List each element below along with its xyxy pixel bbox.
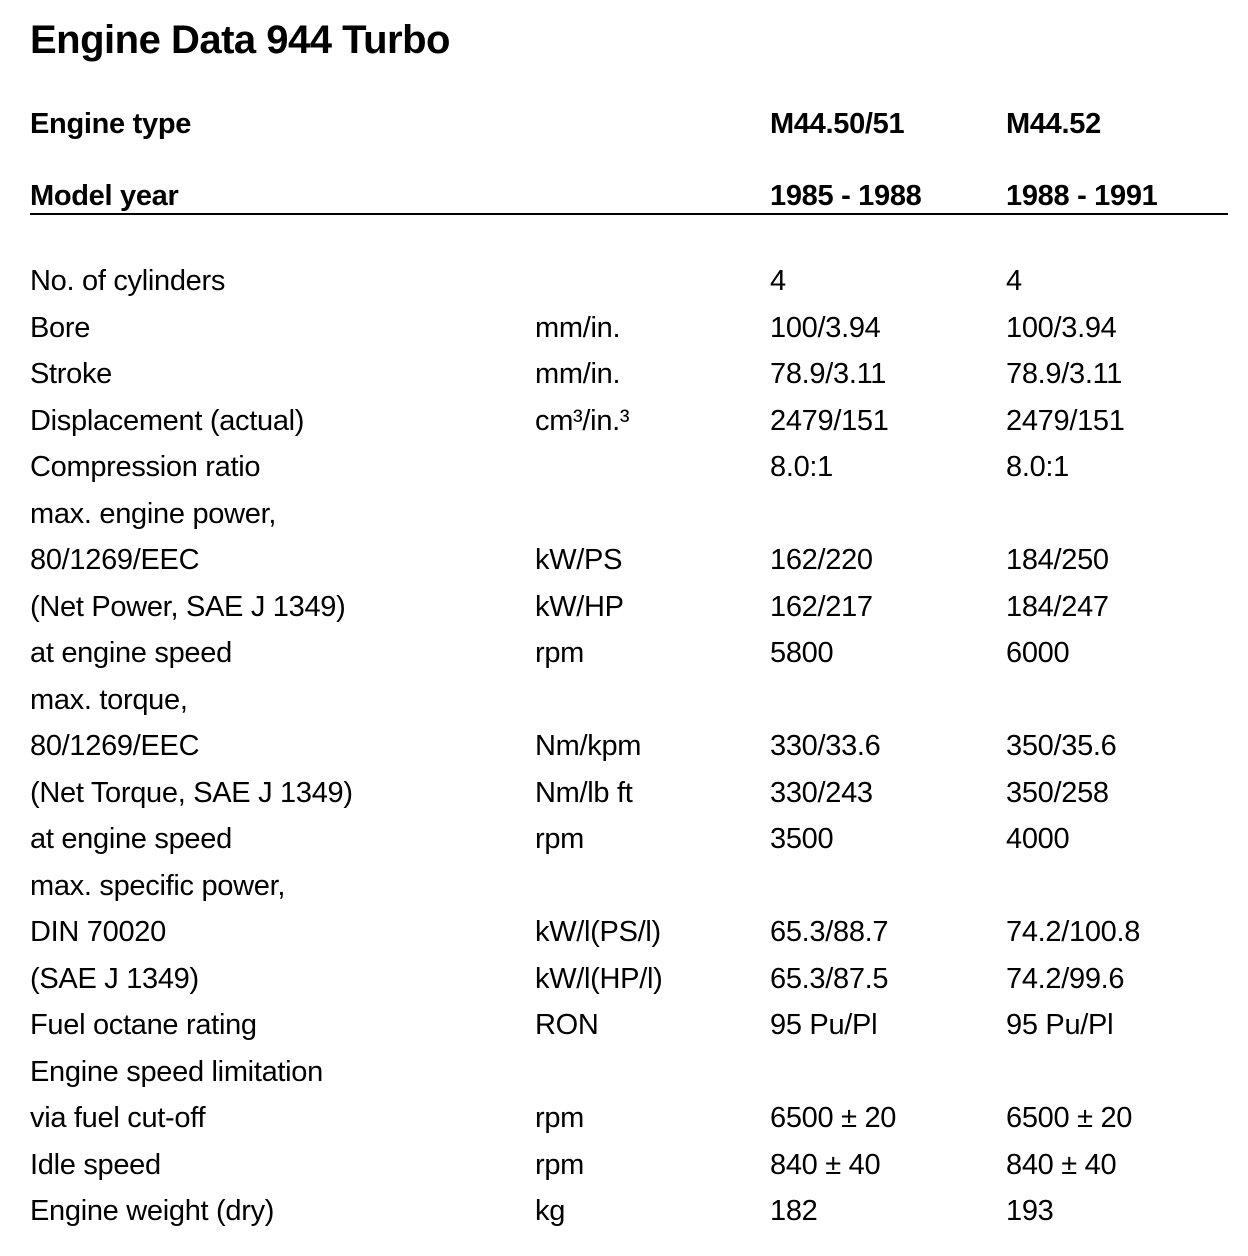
row-value-col1: 162/217 bbox=[770, 590, 873, 623]
row-value-col1: 100/3.94 bbox=[770, 311, 881, 344]
row-unit: rpm bbox=[535, 637, 585, 669]
table-row bbox=[0, 398, 1248, 445]
row-label: max. specific power, bbox=[30, 869, 286, 902]
row-unit: kW/HP bbox=[535, 590, 624, 623]
row-value-col1: 840 ± 40 bbox=[770, 1148, 881, 1181]
row-value-col2: 74.2/100.8 bbox=[1006, 916, 1141, 948]
row-value-col2: 8.0:1 bbox=[1006, 451, 1069, 483]
table-row bbox=[0, 1002, 1248, 1049]
row-value-col2: 6000 bbox=[1006, 637, 1070, 669]
row-value-col1: 2479/151 bbox=[770, 404, 889, 437]
row-label: (Net Power, SAE J 1349) bbox=[30, 590, 346, 623]
row-unit: mm/in. bbox=[535, 358, 621, 390]
row-value-col1: 6500 ± 20 bbox=[770, 1102, 897, 1134]
row-value-col1: 162/220 bbox=[770, 544, 873, 576]
row-unit: cm³/in.³ bbox=[535, 404, 630, 437]
row-unit: rpm bbox=[535, 1148, 585, 1181]
engine-type-col1: M44.50/51 bbox=[770, 108, 905, 140]
row-value-col2: 350/35.6 bbox=[1006, 730, 1117, 762]
row-label: Stroke bbox=[30, 358, 113, 390]
row-label: Fuel octane rating bbox=[30, 1009, 257, 1041]
table-row bbox=[0, 444, 1248, 491]
row-value-col2: 100/3.94 bbox=[1006, 311, 1117, 344]
row-label: Idle speed bbox=[30, 1148, 161, 1181]
table-row bbox=[0, 816, 1248, 863]
table-row bbox=[0, 351, 1248, 398]
engine-type-col2: M44.52 bbox=[1006, 108, 1101, 140]
engine-type-label: Engine type bbox=[30, 108, 192, 140]
row-unit: Nm/lb ft bbox=[535, 776, 633, 809]
row-label: max. engine power, bbox=[30, 497, 277, 530]
row-label: via fuel cut-off bbox=[30, 1102, 206, 1134]
table-row bbox=[0, 537, 1248, 584]
row-value-col1: 4 bbox=[770, 265, 786, 297]
row-unit: rpm bbox=[535, 823, 585, 855]
row-label: Displacement (actual) bbox=[30, 404, 305, 437]
row-unit: Nm/kpm bbox=[535, 730, 642, 762]
row-label: Engine weight (dry) bbox=[30, 1195, 275, 1227]
spec-table bbox=[0, 258, 1248, 1235]
row-value-col2: 78.9/3.11 bbox=[1006, 358, 1123, 390]
row-label: max. torque, bbox=[30, 683, 188, 716]
row-label: at engine speed bbox=[30, 823, 232, 855]
row-unit: kW/l(PS/l) bbox=[535, 916, 661, 948]
table-row bbox=[0, 258, 1248, 305]
row-label: DIN 70020 bbox=[30, 916, 166, 948]
table-row bbox=[0, 677, 1248, 724]
row-unit: rpm bbox=[535, 1102, 585, 1134]
model-year-label: Model year bbox=[30, 180, 179, 212]
row-value-col1: 65.3/87.5 bbox=[770, 962, 889, 995]
page-title: Engine Data 944 Turbo bbox=[30, 18, 450, 62]
row-label: (SAE J 1349) bbox=[30, 962, 199, 995]
row-label: No. of cylinders bbox=[30, 265, 226, 297]
table-row bbox=[0, 909, 1248, 956]
table-row bbox=[0, 584, 1248, 631]
row-value-col2: 840 ± 40 bbox=[1006, 1148, 1117, 1181]
row-value-col2: 184/247 bbox=[1006, 590, 1109, 623]
row-value-col1: 8.0:1 bbox=[770, 451, 833, 483]
table-row bbox=[0, 1049, 1248, 1096]
row-label: (Net Torque, SAE J 1349) bbox=[30, 776, 353, 809]
table-row bbox=[0, 491, 1248, 538]
model-year-col2: 1988 - 1991 bbox=[1006, 180, 1158, 212]
row-unit: kg bbox=[535, 1195, 566, 1227]
row-value-col2: 184/250 bbox=[1006, 544, 1109, 576]
row-value-col2: 193 bbox=[1006, 1195, 1054, 1227]
model-year-col1: 1985 - 1988 bbox=[770, 180, 922, 212]
row-value-col2: 74.2/99.6 bbox=[1006, 962, 1125, 995]
row-label: Engine speed limitation bbox=[30, 1055, 323, 1088]
row-value-col1: 330/33.6 bbox=[770, 730, 881, 762]
table-row bbox=[0, 1095, 1248, 1142]
row-unit: kW/PS bbox=[535, 544, 623, 576]
row-value-col1: 330/243 bbox=[770, 776, 873, 809]
row-label: Bore bbox=[30, 311, 91, 344]
row-label: 80/1269/EEC bbox=[30, 544, 200, 576]
row-value-col2: 4 bbox=[1006, 265, 1022, 297]
row-value-col1: 95 Pu/Pl bbox=[770, 1009, 878, 1041]
row-unit: RON bbox=[535, 1009, 599, 1041]
row-value-col1: 182 bbox=[770, 1195, 818, 1227]
row-label: 80/1269/EEC bbox=[30, 730, 200, 762]
table-row bbox=[0, 770, 1248, 817]
row-value-col2: 350/258 bbox=[1006, 776, 1109, 809]
row-label: Compression ratio bbox=[30, 451, 261, 483]
row-label: at engine speed bbox=[30, 637, 232, 669]
table-row bbox=[0, 956, 1248, 1003]
table-row bbox=[0, 305, 1248, 352]
row-unit: mm/in. bbox=[535, 311, 621, 344]
row-value-col2: 95 Pu/Pl bbox=[1006, 1009, 1114, 1041]
table-row bbox=[0, 1142, 1248, 1189]
table-row bbox=[0, 863, 1248, 910]
row-value-col2: 4000 bbox=[1006, 823, 1070, 855]
row-value-col2: 2479/151 bbox=[1006, 404, 1125, 437]
table-row bbox=[0, 723, 1248, 770]
row-value-col1: 5800 bbox=[770, 637, 834, 669]
row-value-col1: 78.9/3.11 bbox=[770, 358, 887, 390]
table-row bbox=[0, 630, 1248, 677]
header-divider bbox=[30, 213, 1228, 215]
row-value-col1: 65.3/88.7 bbox=[770, 916, 889, 948]
row-value-col2: 6500 ± 20 bbox=[1006, 1102, 1133, 1134]
row-value-col1: 3500 bbox=[770, 823, 834, 855]
table-row bbox=[0, 1188, 1248, 1235]
row-unit: kW/l(HP/l) bbox=[535, 962, 663, 995]
